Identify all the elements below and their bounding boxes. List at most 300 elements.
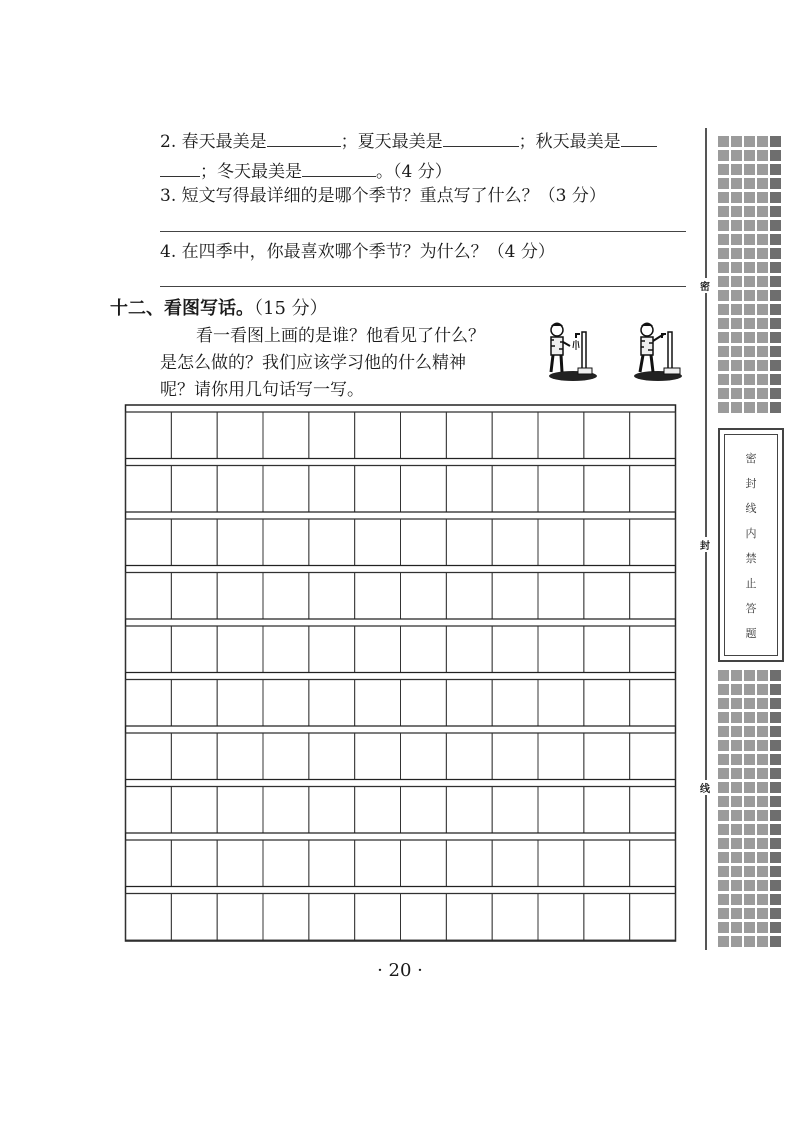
writing-cell[interactable] bbox=[446, 787, 492, 834]
writing-cell[interactable] bbox=[538, 519, 584, 566]
writing-cell[interactable] bbox=[355, 519, 401, 566]
margin-dot bbox=[718, 374, 729, 385]
margin-dot bbox=[731, 838, 742, 849]
margin-dot bbox=[757, 796, 768, 807]
notice-char: 禁 bbox=[745, 551, 757, 565]
writing-cell[interactable] bbox=[584, 573, 630, 620]
margin-dot bbox=[731, 192, 742, 203]
writing-cell[interactable] bbox=[126, 894, 172, 941]
writing-cell[interactable] bbox=[446, 840, 492, 887]
writing-cell[interactable] bbox=[584, 466, 630, 513]
writing-cell[interactable] bbox=[401, 412, 447, 459]
boy-sees-running-tap-figure bbox=[549, 323, 597, 382]
margin-dot bbox=[744, 852, 755, 863]
margin-dot bbox=[718, 670, 729, 681]
writing-cell[interactable] bbox=[492, 680, 538, 727]
margin-dot bbox=[757, 136, 768, 147]
writing-cell[interactable] bbox=[171, 787, 217, 834]
writing-cell[interactable] bbox=[584, 787, 630, 834]
margin-dot bbox=[731, 670, 742, 681]
margin-dot bbox=[757, 866, 768, 877]
writing-cell[interactable] bbox=[309, 573, 355, 620]
writing-cell[interactable] bbox=[171, 894, 217, 941]
margin-dot bbox=[757, 234, 768, 245]
writing-cell[interactable] bbox=[126, 787, 172, 834]
margin-dot bbox=[744, 698, 755, 709]
margin-dot bbox=[757, 346, 768, 357]
writing-cell[interactable] bbox=[401, 519, 447, 566]
writing-cell[interactable] bbox=[492, 626, 538, 673]
question-2-line-2 bbox=[160, 160, 452, 182]
margin-dot bbox=[757, 206, 768, 217]
writing-cell[interactable] bbox=[263, 894, 309, 941]
writing-cell[interactable] bbox=[171, 466, 217, 513]
margin-dot bbox=[731, 360, 742, 371]
margin-dot bbox=[770, 726, 781, 737]
margin-dot bbox=[757, 360, 768, 371]
question-3-answer-line[interactable] bbox=[160, 231, 686, 232]
margin-dot bbox=[744, 670, 755, 681]
margin-dot bbox=[757, 332, 768, 343]
margin-dot bbox=[744, 206, 755, 217]
writing-cell[interactable] bbox=[401, 680, 447, 727]
margin-dot bbox=[770, 796, 781, 807]
writing-cell[interactable] bbox=[263, 680, 309, 727]
writing-cell[interactable] bbox=[630, 733, 676, 780]
writing-cell[interactable] bbox=[309, 466, 355, 513]
margin-dot bbox=[718, 206, 729, 217]
writing-cell[interactable] bbox=[263, 626, 309, 673]
writing-cell[interactable] bbox=[355, 680, 401, 727]
margin-dot bbox=[718, 136, 729, 147]
margin-dot bbox=[731, 206, 742, 217]
margin-dot bbox=[718, 936, 729, 947]
writing-cell[interactable] bbox=[171, 733, 217, 780]
margin-dot bbox=[718, 712, 729, 723]
no-answer-notice-text bbox=[724, 434, 778, 656]
margin-dot bbox=[770, 234, 781, 245]
margin-dot bbox=[731, 908, 742, 919]
writing-cell[interactable] bbox=[401, 894, 447, 941]
margin-dot bbox=[718, 234, 729, 245]
writing-cell[interactable] bbox=[401, 466, 447, 513]
writing-cell[interactable] bbox=[492, 787, 538, 834]
margin-dot bbox=[744, 360, 755, 371]
notice-char: 题 bbox=[745, 626, 757, 640]
writing-cell[interactable] bbox=[217, 680, 263, 727]
margin-dot bbox=[757, 782, 768, 793]
writing-cell[interactable] bbox=[630, 519, 676, 566]
margin-dot bbox=[757, 880, 768, 891]
writing-cell[interactable] bbox=[217, 519, 263, 566]
margin-dot bbox=[718, 164, 729, 175]
writing-cell[interactable] bbox=[126, 840, 172, 887]
margin-dot bbox=[744, 880, 755, 891]
margin-dot bbox=[731, 248, 742, 259]
writing-cell[interactable] bbox=[217, 894, 263, 941]
writing-cell[interactable] bbox=[217, 573, 263, 620]
binding-margin-dot-pattern-bottom bbox=[718, 670, 784, 947]
writing-cell[interactable] bbox=[217, 626, 263, 673]
writing-cell[interactable] bbox=[446, 573, 492, 620]
writing-cell[interactable] bbox=[263, 840, 309, 887]
writing-cell[interactable] bbox=[538, 733, 584, 780]
binding-margin-mark-envelope: 封 bbox=[697, 537, 713, 552]
writing-cell[interactable] bbox=[355, 894, 401, 941]
margin-dot bbox=[770, 684, 781, 695]
notice-char: 止 bbox=[745, 576, 757, 590]
margin-dot bbox=[757, 726, 768, 737]
margin-dot bbox=[731, 726, 742, 737]
margin-dot bbox=[757, 894, 768, 905]
margin-dot bbox=[731, 768, 742, 779]
writing-cell[interactable] bbox=[309, 626, 355, 673]
margin-dot bbox=[744, 150, 755, 161]
writing-cell[interactable] bbox=[355, 626, 401, 673]
margin-dot bbox=[718, 388, 729, 399]
writing-cell[interactable] bbox=[309, 894, 355, 941]
writing-cell[interactable] bbox=[126, 412, 172, 459]
margin-dot bbox=[770, 936, 781, 947]
margin-dot bbox=[770, 880, 781, 891]
notice-char: 线 bbox=[745, 501, 757, 515]
margin-dot bbox=[731, 402, 742, 413]
writing-cell[interactable] bbox=[584, 680, 630, 727]
section-12-points: （15 分） bbox=[254, 298, 328, 319]
writing-cell[interactable] bbox=[446, 894, 492, 941]
question-2-spring-label: 2. 春天最美是 bbox=[160, 132, 267, 152]
writing-cell[interactable] bbox=[217, 733, 263, 780]
margin-dot bbox=[744, 136, 755, 147]
margin-dot bbox=[770, 164, 781, 175]
writing-cell[interactable] bbox=[217, 466, 263, 513]
margin-dot bbox=[757, 740, 768, 751]
writing-cell[interactable] bbox=[263, 519, 309, 566]
writing-cell[interactable] bbox=[309, 787, 355, 834]
question-2-line-1 bbox=[160, 130, 657, 152]
margin-dot bbox=[744, 276, 755, 287]
margin-dot bbox=[770, 136, 781, 147]
margin-dot bbox=[744, 810, 755, 821]
margin-dot bbox=[731, 796, 742, 807]
writing-cell[interactable] bbox=[309, 840, 355, 887]
section-12-prompt-line-1: 看一看图上画的是谁？他看见了什么？ bbox=[196, 326, 485, 346]
margin-dot bbox=[718, 150, 729, 161]
margin-dot bbox=[718, 768, 729, 779]
margin-dot bbox=[744, 234, 755, 245]
margin-dot bbox=[731, 866, 742, 877]
writing-cell[interactable] bbox=[309, 519, 355, 566]
margin-dot bbox=[731, 922, 742, 933]
writing-cell[interactable] bbox=[492, 840, 538, 887]
margin-dot bbox=[744, 388, 755, 399]
margin-dot bbox=[770, 374, 781, 385]
binding-margin-mark-line: 线 bbox=[697, 780, 713, 795]
writing-cell[interactable] bbox=[263, 733, 309, 780]
writing-cell[interactable] bbox=[584, 840, 630, 887]
writing-cell[interactable] bbox=[584, 733, 630, 780]
margin-dot bbox=[744, 894, 755, 905]
margin-dot bbox=[770, 332, 781, 343]
margin-dot bbox=[731, 150, 742, 161]
margin-dot bbox=[718, 360, 729, 371]
margin-dot bbox=[744, 164, 755, 175]
notice-char: 答 bbox=[745, 601, 757, 615]
autumn-answer-blank-part1[interactable] bbox=[621, 130, 657, 147]
margin-dot bbox=[731, 824, 742, 835]
writing-cell[interactable] bbox=[355, 787, 401, 834]
binding-margin-dot-pattern-top bbox=[718, 136, 784, 413]
writing-cell[interactable] bbox=[492, 412, 538, 459]
margin-dot bbox=[718, 402, 729, 413]
writing-cell[interactable] bbox=[630, 787, 676, 834]
margin-dot bbox=[757, 712, 768, 723]
margin-dot bbox=[731, 178, 742, 189]
margin-dot bbox=[744, 866, 755, 877]
margin-dot bbox=[757, 922, 768, 933]
summer-answer-blank[interactable] bbox=[443, 130, 519, 147]
margin-dot bbox=[744, 782, 755, 793]
question-2-summer-label: ；夏天最美是 bbox=[340, 132, 443, 152]
writing-cell[interactable] bbox=[171, 519, 217, 566]
winter-answer-blank[interactable] bbox=[302, 160, 376, 177]
margin-dot bbox=[718, 782, 729, 793]
writing-cell[interactable] bbox=[584, 519, 630, 566]
writing-cell[interactable] bbox=[401, 573, 447, 620]
margin-dot bbox=[757, 304, 768, 315]
margin-dot bbox=[757, 290, 768, 301]
writing-cell[interactable] bbox=[171, 412, 217, 459]
notice-char: 内 bbox=[745, 526, 757, 540]
margin-dot bbox=[744, 262, 755, 273]
writing-cell[interactable] bbox=[263, 412, 309, 459]
writing-cell[interactable] bbox=[584, 412, 630, 459]
margin-dot bbox=[731, 136, 742, 147]
margin-dot bbox=[718, 290, 729, 301]
writing-cell[interactable] bbox=[446, 519, 492, 566]
margin-dot bbox=[731, 712, 742, 723]
writing-cell[interactable] bbox=[126, 626, 172, 673]
writing-cell[interactable] bbox=[538, 573, 584, 620]
question-2-autumn-label: ；秋天最美是 bbox=[518, 132, 621, 152]
writing-cell[interactable] bbox=[446, 733, 492, 780]
margin-dot bbox=[744, 684, 755, 695]
margin-dot bbox=[757, 936, 768, 947]
margin-dot bbox=[731, 374, 742, 385]
question-4-answer-line[interactable] bbox=[160, 286, 686, 287]
margin-dot bbox=[718, 838, 729, 849]
writing-cell[interactable] bbox=[126, 573, 172, 620]
writing-cell[interactable] bbox=[630, 840, 676, 887]
margin-dot bbox=[770, 276, 781, 287]
writing-cell[interactable] bbox=[630, 894, 676, 941]
question-4-text: 4. 在四季中，你最喜欢哪个季节？为什么？（4 分） bbox=[160, 242, 555, 262]
writing-cell[interactable] bbox=[126, 466, 172, 513]
writing-cell[interactable] bbox=[309, 412, 355, 459]
margin-dot bbox=[770, 838, 781, 849]
margin-dot bbox=[718, 304, 729, 315]
no-answer-notice-box bbox=[718, 428, 784, 662]
margin-dot bbox=[731, 234, 742, 245]
writing-cell[interactable] bbox=[446, 412, 492, 459]
writing-cell[interactable] bbox=[126, 519, 172, 566]
writing-cell[interactable] bbox=[355, 412, 401, 459]
writing-cell[interactable] bbox=[309, 680, 355, 727]
margin-dot bbox=[731, 332, 742, 343]
writing-cell[interactable] bbox=[171, 680, 217, 727]
writing-cell[interactable] bbox=[217, 787, 263, 834]
margin-dot bbox=[731, 754, 742, 765]
margin-dot bbox=[757, 402, 768, 413]
question-3-text: 3. 短文写得最详细的是哪个季节？重点写了什么？（3 分） bbox=[160, 186, 606, 206]
writing-cell[interactable] bbox=[126, 733, 172, 780]
margin-dot bbox=[770, 248, 781, 259]
margin-dot bbox=[718, 824, 729, 835]
writing-cell[interactable] bbox=[171, 573, 217, 620]
autumn-answer-blank-part2[interactable] bbox=[160, 160, 200, 177]
margin-dot bbox=[718, 810, 729, 821]
writing-cell[interactable] bbox=[446, 626, 492, 673]
margin-dot bbox=[731, 220, 742, 231]
margin-dot bbox=[757, 754, 768, 765]
margin-dot bbox=[718, 276, 729, 287]
margin-dot bbox=[718, 262, 729, 273]
margin-dot bbox=[757, 178, 768, 189]
writing-cell[interactable] bbox=[492, 573, 538, 620]
margin-dot bbox=[731, 290, 742, 301]
writing-cell[interactable] bbox=[492, 733, 538, 780]
spring-answer-blank[interactable] bbox=[267, 130, 341, 147]
writing-cell[interactable] bbox=[355, 573, 401, 620]
margin-dot bbox=[731, 936, 742, 947]
margin-dot bbox=[718, 318, 729, 329]
margin-dot bbox=[718, 880, 729, 891]
margin-dot bbox=[757, 824, 768, 835]
writing-cell[interactable] bbox=[171, 626, 217, 673]
page-number: · 20 · bbox=[377, 960, 423, 981]
margin-dot bbox=[770, 304, 781, 315]
margin-dot bbox=[718, 852, 729, 863]
writing-cell[interactable] bbox=[217, 412, 263, 459]
writing-cell[interactable] bbox=[263, 466, 309, 513]
writing-cell[interactable] bbox=[630, 626, 676, 673]
notice-char: 封 bbox=[745, 476, 757, 490]
writing-cell[interactable] bbox=[538, 787, 584, 834]
margin-dot bbox=[718, 192, 729, 203]
writing-cell[interactable] bbox=[171, 840, 217, 887]
margin-dot bbox=[718, 346, 729, 357]
writing-cell[interactable] bbox=[630, 573, 676, 620]
margin-dot bbox=[731, 880, 742, 891]
writing-cell[interactable] bbox=[492, 519, 538, 566]
writing-cell[interactable] bbox=[355, 840, 401, 887]
margin-dot bbox=[757, 838, 768, 849]
margin-dot bbox=[718, 248, 729, 259]
margin-dot bbox=[744, 712, 755, 723]
margin-dot bbox=[757, 852, 768, 863]
writing-cell[interactable] bbox=[584, 894, 630, 941]
writing-cell[interactable] bbox=[584, 626, 630, 673]
margin-dot bbox=[770, 866, 781, 877]
writing-cell[interactable] bbox=[492, 466, 538, 513]
writing-cell[interactable] bbox=[401, 840, 447, 887]
writing-cell[interactable] bbox=[538, 894, 584, 941]
margin-dot bbox=[770, 192, 781, 203]
margin-dot bbox=[718, 754, 729, 765]
writing-cell[interactable] bbox=[401, 787, 447, 834]
writing-cell[interactable] bbox=[538, 840, 584, 887]
margin-dot bbox=[770, 360, 781, 371]
margin-dot bbox=[757, 192, 768, 203]
margin-dot bbox=[744, 824, 755, 835]
writing-cell[interactable] bbox=[309, 733, 355, 780]
writing-cell[interactable] bbox=[446, 466, 492, 513]
margin-dot bbox=[770, 810, 781, 821]
margin-dot bbox=[718, 796, 729, 807]
margin-dot bbox=[744, 754, 755, 765]
margin-dot bbox=[757, 150, 768, 161]
margin-dot bbox=[731, 346, 742, 357]
margin-dot bbox=[770, 220, 781, 231]
margin-dot bbox=[770, 698, 781, 709]
writing-cell[interactable] bbox=[401, 626, 447, 673]
margin-dot bbox=[770, 178, 781, 189]
boy-turning-off-tap-illustration bbox=[540, 316, 690, 386]
writing-cell[interactable] bbox=[446, 680, 492, 727]
writing-cell[interactable] bbox=[263, 787, 309, 834]
section-12-title bbox=[110, 294, 328, 320]
margin-dot bbox=[731, 740, 742, 751]
writing-cell[interactable] bbox=[630, 412, 676, 459]
margin-dot bbox=[770, 318, 781, 329]
margin-dot bbox=[757, 670, 768, 681]
margin-dot bbox=[757, 248, 768, 259]
writing-cell[interactable] bbox=[538, 680, 584, 727]
margin-dot bbox=[718, 726, 729, 737]
margin-dot bbox=[731, 684, 742, 695]
writing-cell[interactable] bbox=[126, 680, 172, 727]
margin-dot bbox=[744, 838, 755, 849]
writing-cell[interactable] bbox=[538, 626, 584, 673]
margin-dot bbox=[757, 220, 768, 231]
margin-dot bbox=[718, 894, 729, 905]
margin-dot bbox=[770, 894, 781, 905]
margin-dot bbox=[757, 698, 768, 709]
writing-cell[interactable] bbox=[355, 466, 401, 513]
writing-cell[interactable] bbox=[217, 840, 263, 887]
writing-cell[interactable] bbox=[263, 573, 309, 620]
margin-dot bbox=[744, 248, 755, 259]
margin-dot bbox=[718, 220, 729, 231]
margin-dot bbox=[731, 388, 742, 399]
margin-dot bbox=[718, 178, 729, 189]
margin-dot bbox=[757, 768, 768, 779]
margin-dot bbox=[744, 346, 755, 357]
margin-dot bbox=[731, 782, 742, 793]
writing-cell[interactable] bbox=[492, 894, 538, 941]
margin-dot bbox=[744, 768, 755, 779]
writing-cell[interactable] bbox=[538, 412, 584, 459]
writing-grid[interactable] bbox=[124, 404, 677, 944]
writing-cell[interactable] bbox=[538, 466, 584, 513]
writing-cell[interactable] bbox=[630, 680, 676, 727]
margin-dot bbox=[731, 304, 742, 315]
writing-cell[interactable] bbox=[630, 466, 676, 513]
margin-dot bbox=[744, 192, 755, 203]
writing-cell[interactable] bbox=[355, 733, 401, 780]
boy-closes-tap-figure bbox=[634, 323, 682, 382]
writing-cell[interactable] bbox=[401, 733, 447, 780]
